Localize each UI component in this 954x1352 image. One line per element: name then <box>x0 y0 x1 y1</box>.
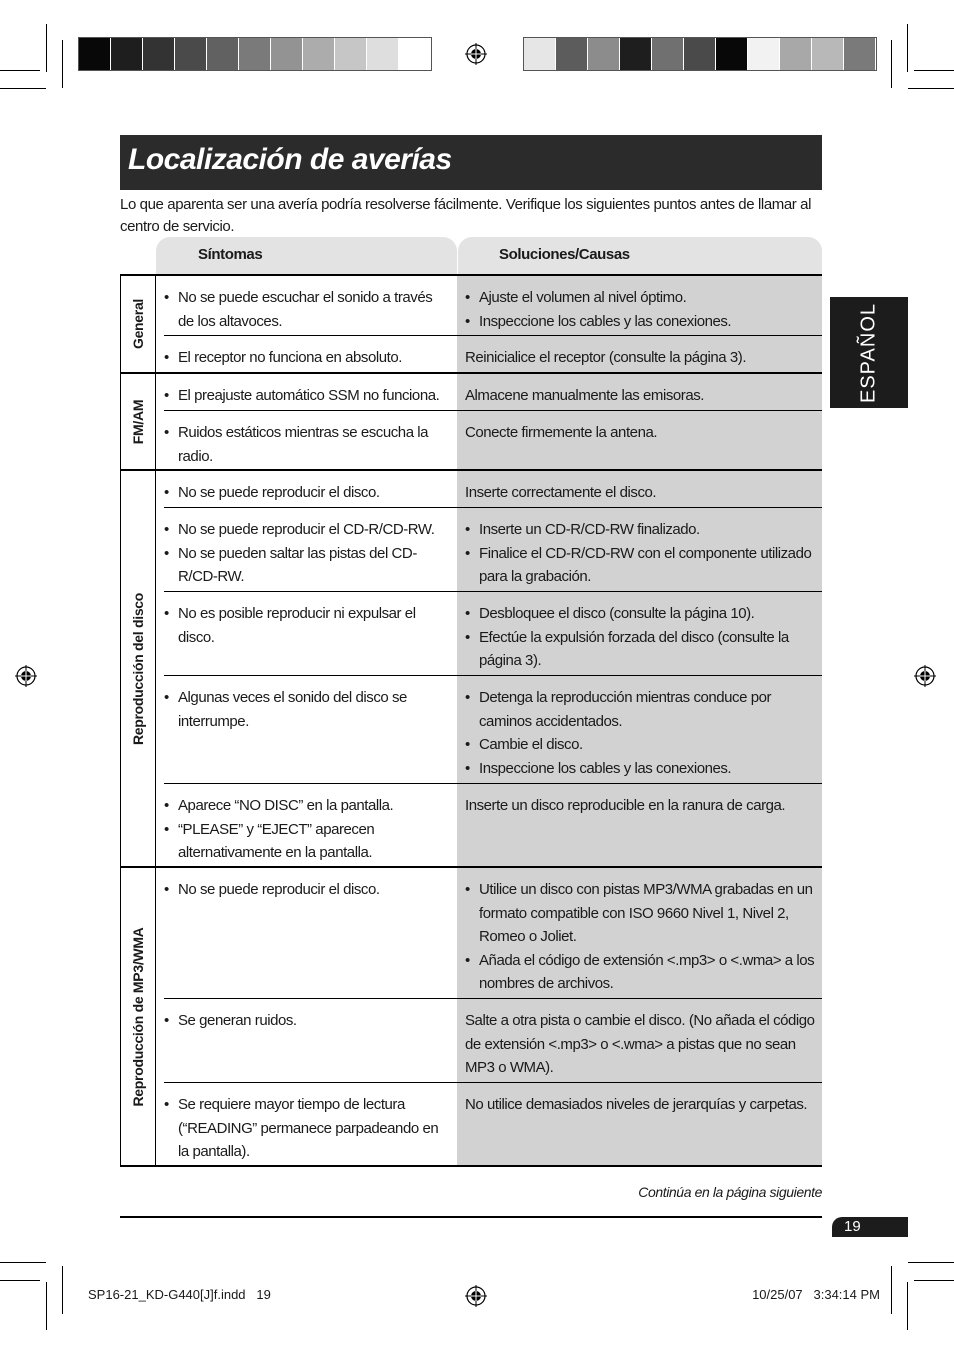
symptom-cell <box>164 868 457 998</box>
symptom-cell <box>164 1083 457 1165</box>
symptom-item: • No se puede reproducir el disco. <box>164 878 449 902</box>
title-bar <box>120 135 822 190</box>
registration-mark-icon <box>465 1285 487 1307</box>
symptom-item: • Ruidos estáticos mientras se escucha la radio. <box>164 421 449 468</box>
section-rule <box>120 469 822 471</box>
solution-cell <box>457 508 822 591</box>
table-row <box>164 276 822 335</box>
solution-text: Conecte firmemente la antena. <box>465 424 658 441</box>
solution-cell <box>457 374 822 410</box>
page-number-tab <box>832 1217 908 1237</box>
section-fm-am <box>120 373 156 470</box>
page-number: 19 <box>844 1218 861 1235</box>
solution-text: Inserte un disco reproducible en la ranura de carga. <box>465 797 786 814</box>
solution-item: • Desbloquee el disco (consulte la página 10). <box>465 602 820 626</box>
table-row <box>164 471 822 507</box>
symptom-cell <box>164 374 457 410</box>
solution-item: • Finalice el CD-R/CD-RW con el componente utilizado para la grabación. <box>465 542 820 589</box>
table-top-rule <box>120 274 822 276</box>
symptom-item: • Se requiere mayor tiempo de lectura (“READING” permanece parpadeando en la pantalla). <box>164 1093 449 1164</box>
solution-cell <box>457 999 822 1082</box>
solution-text: Inserte correctamente el disco. <box>465 484 657 501</box>
symptom-item: • No se puede escuchar el sonido a través de los altavoces. <box>164 286 449 333</box>
table-row <box>164 868 822 998</box>
language-tab-label: ESPAÑOL <box>857 302 880 403</box>
section-label: General <box>129 298 146 350</box>
table-row <box>164 784 822 866</box>
solution-item: • Inspeccione los cables y las conexiones. <box>465 757 820 781</box>
symptom-cell <box>164 336 457 372</box>
solution-text: Almacene manualmente las emisoras. <box>465 387 704 404</box>
symptom-item: • No se pueden saltar las pistas del CD-R/CD-RW. <box>164 542 449 589</box>
table-row <box>164 508 822 591</box>
row-rule <box>164 335 822 336</box>
solution-cell <box>457 784 822 866</box>
symptom-item: • “PLEASE” y “EJECT” aparecen alternativamente en la pantalla. <box>164 818 449 865</box>
symptom-item: • No es posible reproducir ni expulsar el disco. <box>164 602 449 649</box>
solution-item: • Inserte un CD-R/CD-RW finalizado. <box>465 518 820 542</box>
solution-item: • Cambie el disco. <box>465 733 820 757</box>
symptoms-header <box>156 237 457 275</box>
section-label: Reproducción del disco <box>129 592 146 745</box>
symptom-item: • Se generan ruidos. <box>164 1009 449 1033</box>
section-general <box>120 275 156 373</box>
table-row <box>164 336 822 372</box>
symptom-item: • Algunas veces el sonido del disco se interrumpe. <box>164 686 449 733</box>
symptoms-header-label: Síntomas <box>198 246 263 263</box>
slug-file: SP16-21_KD-G440[J]f.indd 19 <box>88 1287 271 1302</box>
footer-rule <box>120 1216 822 1218</box>
solution-cell <box>457 868 822 998</box>
solution-cell <box>457 336 822 372</box>
page-title: Localización de averías <box>128 143 452 176</box>
symptom-cell <box>164 784 457 866</box>
symptom-item: • Aparece “NO DISC” en la pantalla. <box>164 794 449 818</box>
symptom-cell <box>164 411 457 469</box>
symptom-cell <box>164 592 457 675</box>
table-row <box>164 1083 822 1165</box>
solution-cell <box>457 471 822 507</box>
table-left-rule <box>120 274 121 1167</box>
slug-date: 10/25/07 3:34:14 PM <box>752 1287 880 1302</box>
solution-cell <box>457 592 822 675</box>
section-label: Reproducción de MP3/WMA <box>129 927 146 1107</box>
solution-text: Salte a otra pista o cambie el disco. (No añada el código de extensión <.mp3> o <.wma> a pistas que no sean MP3 o WMA). <box>465 1012 815 1076</box>
intro-paragraph: Lo que aparenta ser una avería podría resolverse fácilmente. Verifique los siguientes puntos antes de llamar al centro de servicio. <box>120 196 812 235</box>
registration-mark-icon <box>914 665 936 687</box>
solution-cell <box>457 676 822 783</box>
solution-cell <box>457 411 822 469</box>
solution-item: • Detenga la reproducción mientras conduce por caminos accidentados. <box>465 686 820 733</box>
solution-item: • Añada el código de extensión <.mp3> o <.wma> a los nombres de archivos. <box>465 949 820 996</box>
table-row <box>164 411 822 469</box>
symptom-cell <box>164 676 457 783</box>
symptom-cell <box>164 508 457 591</box>
registration-mark-icon <box>465 43 487 65</box>
language-tab <box>830 297 908 408</box>
solution-item: • Efectúe la expulsión forzada del disco (consulte la página 3). <box>465 626 820 673</box>
color-swatch-bar-right <box>523 37 877 71</box>
symptom-cell <box>164 276 457 335</box>
section-disc-playback <box>120 470 156 867</box>
section-label: FM/AM <box>129 399 146 444</box>
section-rule <box>120 866 822 868</box>
solution-item: • Ajuste el volumen al nivel óptimo. <box>465 286 820 310</box>
solution-cell <box>457 1083 822 1165</box>
symptom-item: • No se puede reproducir el CD-R/CD-RW. <box>164 518 449 542</box>
color-swatch-bar-left <box>78 37 432 71</box>
solution-text: Reinicialice el receptor (consulte la página 3). <box>465 349 747 366</box>
symptom-item: • No se puede reproducir el disco. <box>164 481 449 505</box>
symptom-cell <box>164 471 457 507</box>
symptom-item: • El preajuste automático SSM no funciona. <box>164 384 449 408</box>
row-rule <box>164 410 822 411</box>
solution-cell <box>457 276 822 335</box>
table-row <box>164 999 822 1082</box>
table-row <box>164 374 822 410</box>
solution-item: • Inspeccione los cables y las conexiones. <box>465 310 820 334</box>
solution-text: No utilice demasiados niveles de jerarquías y carpetas. <box>465 1096 808 1113</box>
solution-item: • Utilice un disco con pistas MP3/WMA grabadas en un formato compatible con ISO 9660 Nivel 1, Nivel 2, Romeo o Joliet. <box>465 878 820 949</box>
solutions-header <box>458 237 822 275</box>
section-rule <box>120 372 822 374</box>
continued-note: Continúa en la página siguiente <box>638 1184 822 1200</box>
table-row <box>164 676 822 783</box>
solutions-header-label: Soluciones/Causas <box>499 246 630 263</box>
table-row <box>164 592 822 675</box>
section-mp3-wma-playback <box>120 867 156 1167</box>
symptom-cell <box>164 999 457 1082</box>
table-bottom-rule <box>120 1165 822 1167</box>
symptom-item: • El receptor no funciona en absoluto. <box>164 346 449 370</box>
registration-mark-icon <box>15 665 37 687</box>
